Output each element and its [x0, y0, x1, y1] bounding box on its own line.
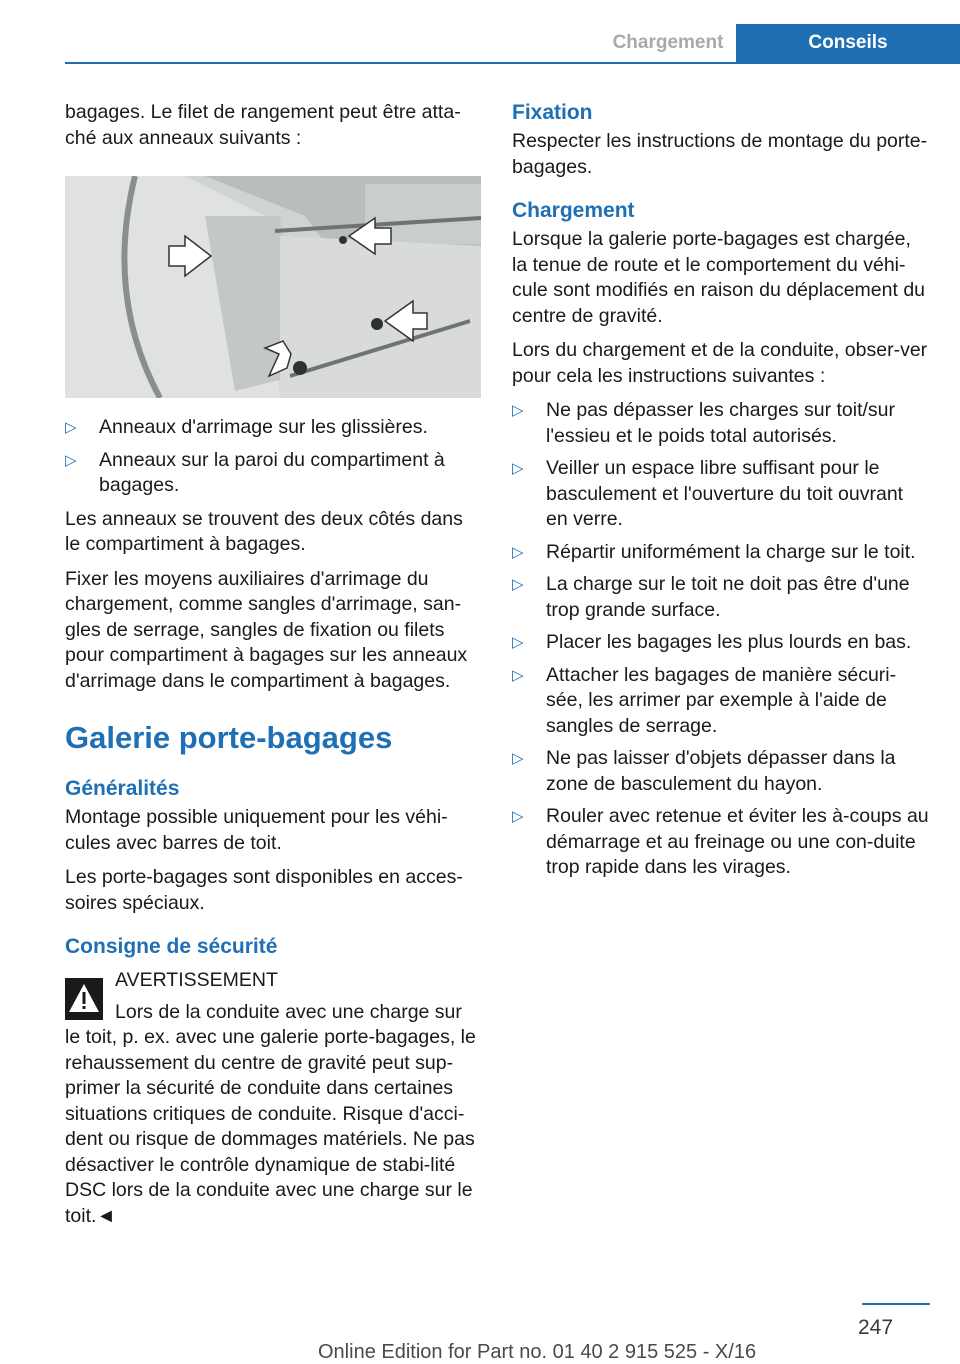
fixation-heading: Fixation — [512, 101, 593, 124]
triangle-bullet-icon: ▷ — [65, 451, 77, 469]
edition-footer: Online Edition for Part no. 01 40 2 915 525 - X/16 — [318, 1341, 757, 1363]
list-item: ▷ Placer les bagages les plus lourds en bas. — [512, 630, 930, 656]
page-number: 247 — [858, 1316, 894, 1339]
warning-label: AVERTISSEMENT — [115, 969, 278, 991]
header-tab-chargement: Chargement — [612, 32, 724, 53]
triangle-bullet-icon: ▷ — [512, 666, 524, 684]
warning-triangle-icon — [65, 978, 103, 1020]
generalites-heading: Généralités — [65, 777, 180, 800]
chargement-heading: Chargement — [512, 199, 635, 222]
list-item: ▷ Anneaux sur la paroi du compartiment à bagages. — [65, 448, 445, 496]
warning-text: le toit, p. ex. avec une galerie porte-bagages, le rehaussement du centre de gravité peut sup-primer la sécurité de conduite dans certaines situations critiques de conduite. Risque d'acci-dent ou risque de dommages matériels. Ne pas désactiver le contrôle dynamique de stabi-lité DSC lors de la conduite avec une charge sur le toit.◄ — [65, 1026, 476, 1227]
intro-paragraph: bagages. Le filet de rangement peut être atta-ché aux anneaux suivants : — [65, 101, 461, 149]
loading-instructions-list — [512, 398, 930, 881]
footer-rule — [862, 1303, 930, 1305]
trunk-rings-illustration — [65, 176, 481, 398]
list-item: ▷ Anneaux d'arrimage sur les glissières. — [65, 415, 481, 441]
list-item: ▷ Rouler avec retenue et éviter les à-coups au démarrage et au freinage ou une con-duite trop rapide dans les virages. — [512, 805, 929, 878]
triangle-bullet-icon: ▷ — [512, 750, 524, 767]
chargement-paragraph-2: Lors du chargement et de la conduite, obser-ver pour cela les instructions suivantes : — [512, 339, 928, 387]
running-header — [65, 24, 960, 64]
section-title: Galerie porte-bagages — [65, 720, 393, 755]
list-item: ▷ Répartir uniformément la charge sur le toit. — [512, 540, 930, 566]
rings-location-paragraph: Les anneaux se trouvent des deux côtés dans le compartiment à bagages. — [65, 507, 463, 555]
chargement-paragraph-1: Lorsque la galerie porte-bagages est chargée, la tenue de route et le comportement du véhi-cule sont modifiés en raison du déplacement du centre de gravité. — [512, 228, 926, 327]
list-item: ▷ Attacher les bagages de manière sécuri-sée, les arrimer par exemple à l'aide de sangles de serrage. — [512, 663, 897, 737]
warning-block — [65, 968, 481, 1229]
ring-bullet-list — [65, 415, 481, 499]
warning-text-first-line: Lors de la conduite avec une charge sur — [115, 1000, 462, 1023]
list-item: ▷ Ne pas dépasser les charges sur toit/sur l'essieu et le poids total autorisés. — [512, 399, 896, 447]
rings-usage-paragraph: Fixer les moyens auxiliaires d'arrimage du chargement, comme sangles d'arrimage, san-gles de serrage, sangles de fixation ou filets pour compartiment à bagages sur les anneaux d'arrimage dans le compartiment à bagages. — [65, 567, 468, 692]
right-column — [512, 100, 930, 889]
triangle-bullet-icon: ▷ — [512, 808, 524, 825]
generalites-paragraph-1: Montage possible uniquement pour les véhi-cules avec barres de toit. — [65, 806, 448, 854]
header-tab-conseils: Conseils — [736, 24, 960, 62]
fixation-paragraph: Respecter les instructions de montage du porte-bagages. — [512, 130, 928, 178]
triangle-bullet-icon: ▷ — [512, 634, 524, 651]
consigne-heading: Consigne de sécurité — [65, 935, 278, 958]
triangle-bullet-icon: ▷ — [65, 419, 77, 436]
triangle-bullet-icon: ▷ — [512, 460, 524, 477]
triangle-bullet-icon: ▷ — [512, 576, 524, 593]
list-item: ▷ La charge sur le toit ne doit pas être d'une trop grande surface. — [512, 573, 910, 621]
left-column — [65, 100, 481, 1238]
triangle-bullet-icon: ▷ — [512, 402, 524, 419]
generalites-paragraph-2: Les porte-bagages sont disponibles en acces-soires spéciaux. — [65, 866, 463, 914]
triangle-bullet-icon: ▷ — [512, 543, 524, 561]
list-item: ▷ Veiller un espace libre suffisant pour le basculement et l'ouverture du toit ouvrant en verre. — [512, 457, 904, 530]
list-item: ▷ Ne pas laisser d'objets dépasser dans la zone de basculement du hayon. — [512, 747, 896, 795]
